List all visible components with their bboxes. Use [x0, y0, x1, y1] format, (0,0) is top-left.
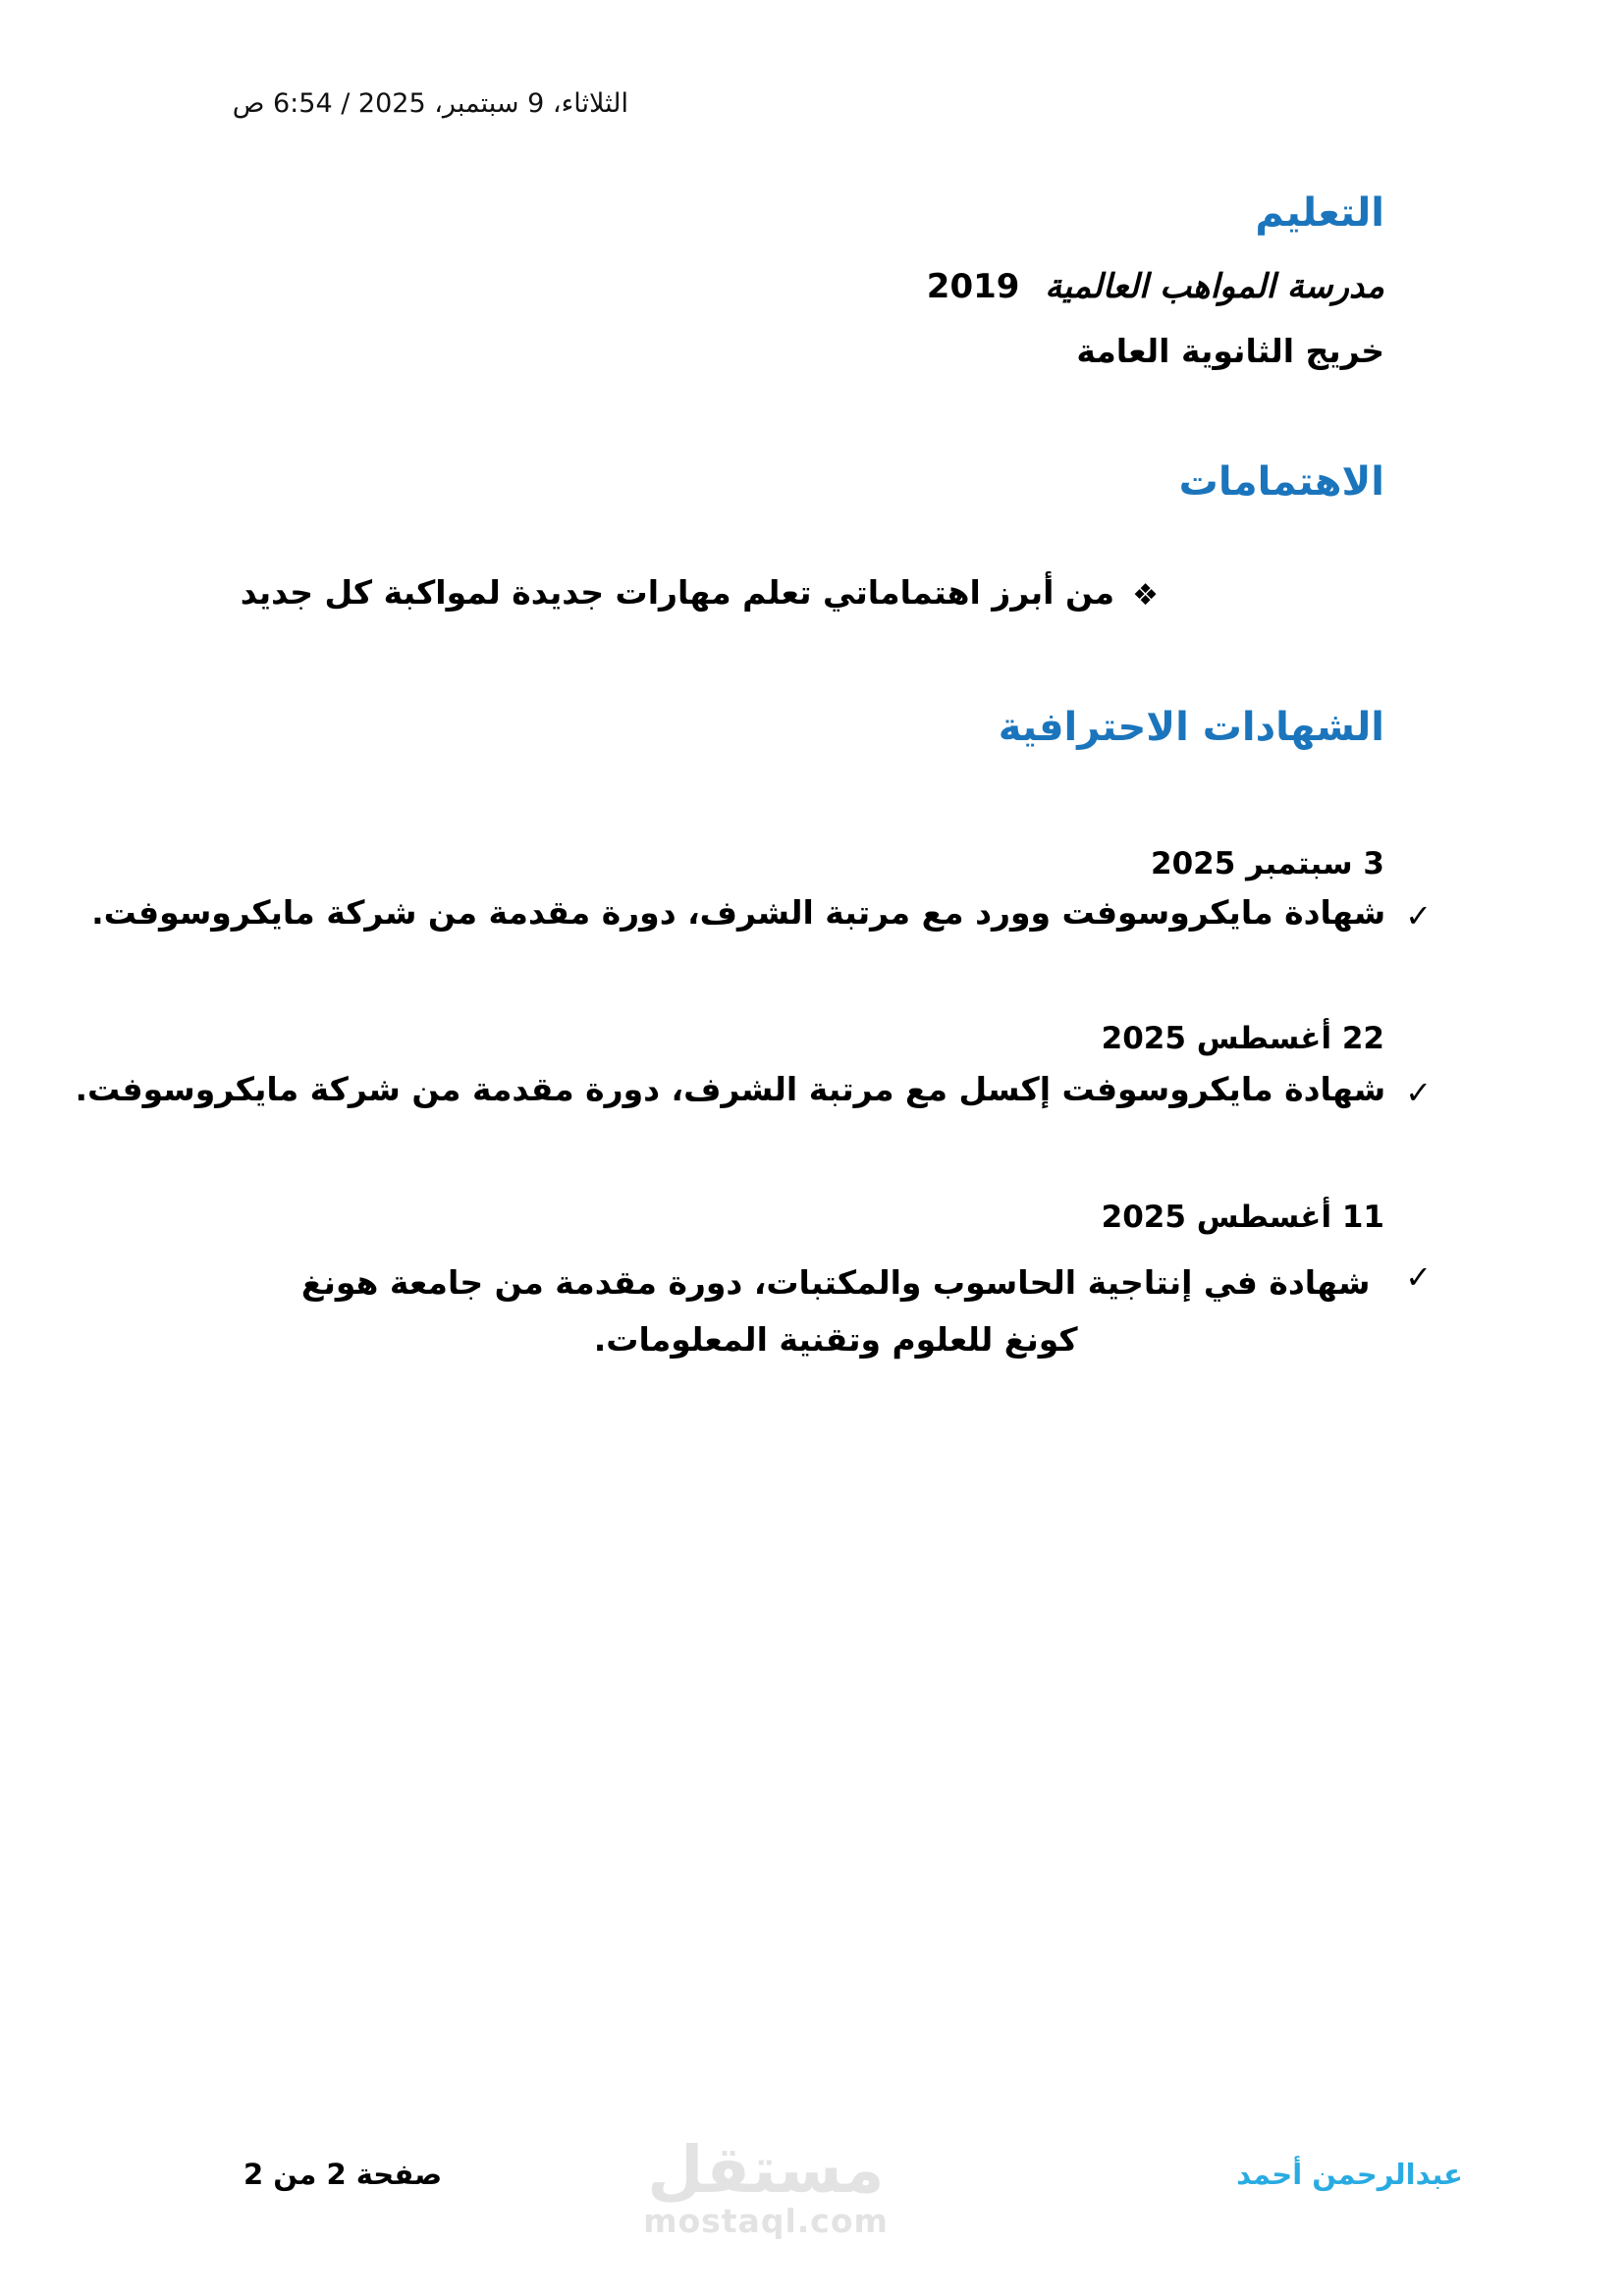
- certificate-date: 3 سبتمبر 2025: [1151, 846, 1384, 881]
- footer-page-number: صفحة 2 من 2: [244, 2158, 443, 2191]
- education-school-line: [927, 267, 1384, 306]
- mostaql-logo-arabic: مستقل: [647, 2132, 885, 2208]
- certificate-item: [91, 893, 1432, 938]
- interest-item-text: من أبرز اهتماماتي تعلم مهارات جديدة لمواكبة كل جديد: [240, 573, 1115, 612]
- checkmark-icon: ✓: [1405, 1258, 1432, 1296]
- certificate-text: شهادة في إنتاجية الحاسوب والمكتبات، دورة مقدمة من جامعة هونغ كونغ للعلوم وتقنية المعلومات.: [300, 1263, 1371, 1359]
- header-datetime: الثلاثاء، 9 سبتمبر، 2025 / 6:54 ص: [232, 88, 628, 119]
- certificate-item: [286, 1255, 1432, 1368]
- certificate-text: شهادة مايكروسوفت إكسل مع مرتبة الشرف، دورة مقدمة من شركة مايكروسوفت.: [75, 1070, 1386, 1108]
- interest-item: [241, 573, 1159, 617]
- checkmark-icon: ✓: [1405, 897, 1432, 934]
- interests-section-title: الاهتمامات: [1178, 459, 1384, 505]
- checkmark-icon: ✓: [1405, 1074, 1432, 1111]
- education-section-title: التعليم: [1255, 190, 1384, 236]
- footer-author-name: عبدالرحمن أحمد: [1236, 2158, 1463, 2191]
- certificate-date: 22 أغسطس 2025: [1101, 1021, 1384, 1056]
- education-degree: خريج الثانوية العامة: [1076, 332, 1384, 370]
- mostaql-domain-text: mostaql.com: [643, 2202, 889, 2240]
- certificate-text: شهادة مايكروسوفت وورد مع مرتبة الشرف، دورة مقدمة من شركة مايكروسوفت.: [91, 893, 1386, 932]
- graduation-year: 2019: [926, 267, 1020, 306]
- school-name: مدرسة المواهب العالمية: [1045, 267, 1384, 306]
- certificates-section-title: الشهادات الاحترافية: [998, 705, 1384, 750]
- certificate-date: 11 أغسطس 2025: [1101, 1200, 1384, 1235]
- diamond-bullet-icon: ❖: [1132, 578, 1159, 613]
- mostaql-watermark: [619, 2132, 913, 2240]
- certificate-item: [76, 1070, 1433, 1115]
